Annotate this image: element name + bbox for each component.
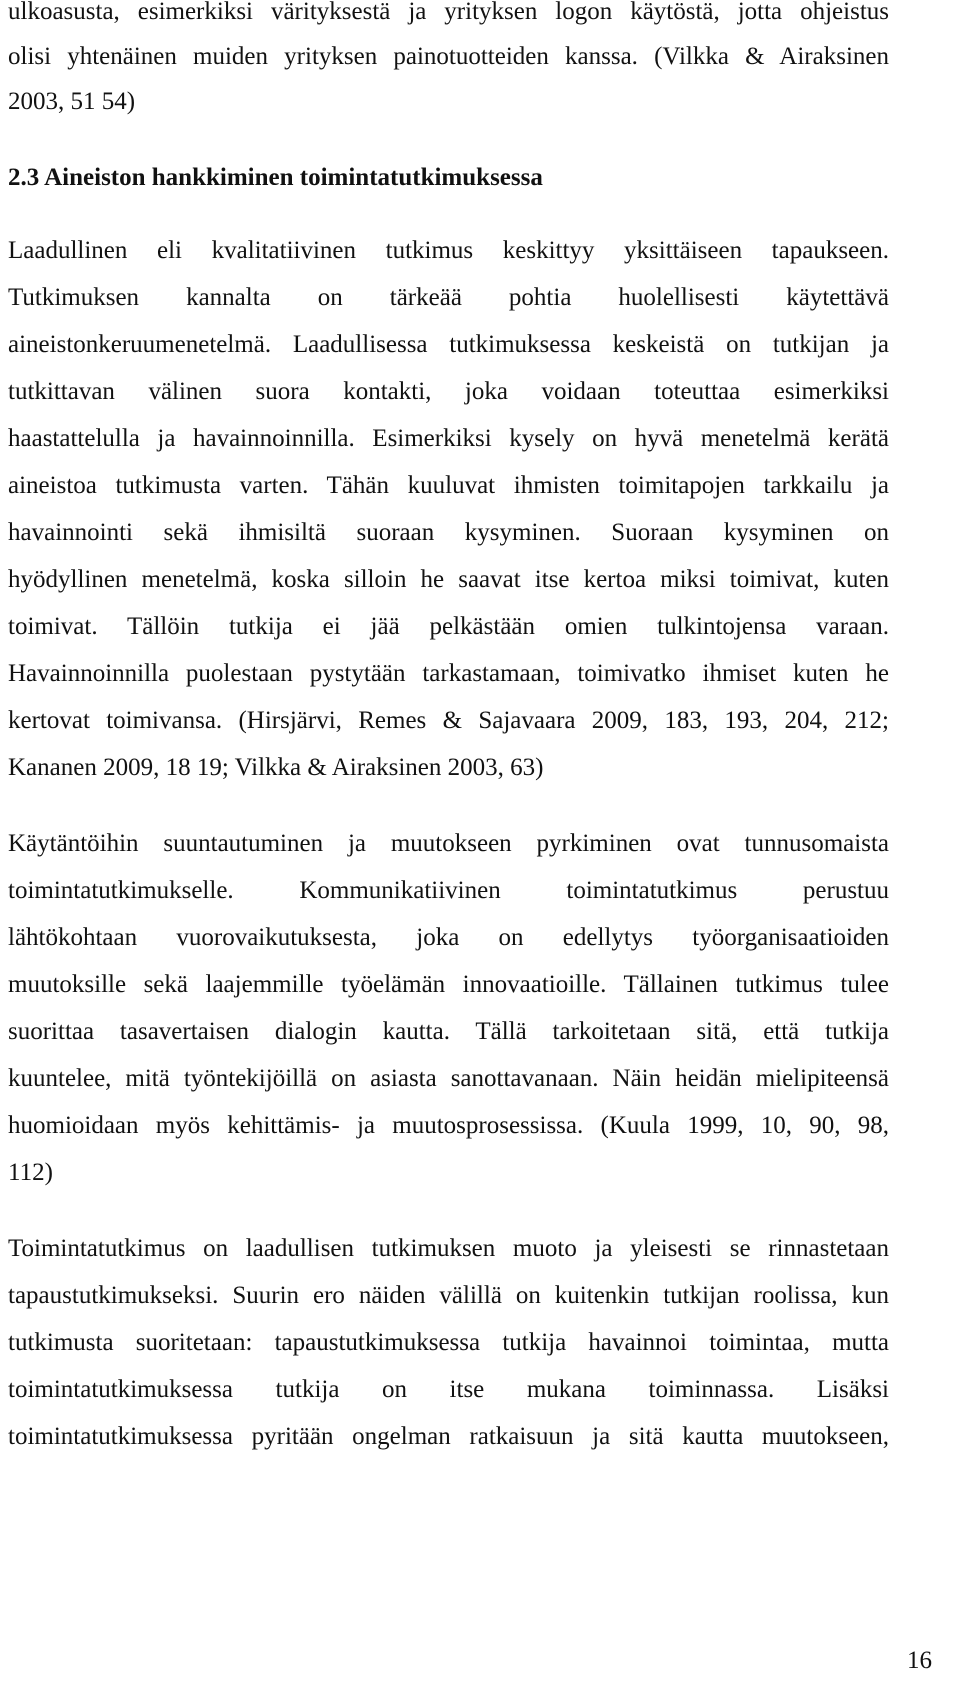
paragraph-1-line-4: tutkittavan välinen suora kontakti, joka voidaan toteuttaa esimerkiksi	[8, 378, 889, 405]
paragraph-3-line-4: toimintatutkimuksessa tutkija on itse mukana toiminnassa. Lisäksi	[8, 1376, 889, 1403]
paragraph-3-line-1: Toimintatutkimus on laadullisen tutkimuksen muoto ja yleisesti se rinnastetaan	[8, 1235, 889, 1262]
paragraph-1-line-6: aineistoa tutkimusta varten. Tähän kuuluvat ihmisten toimitapojen tarkkailu ja	[8, 472, 889, 499]
paragraph-2-line-4: muutoksille sekä laajemmille työelämän innovaatioille. Tällainen tutkimus tulee	[8, 971, 889, 998]
paragraph-3-line-3: tutkimusta suoritetaan: tapaustutkimuksessa tutkija havainnoi toimintaa, mutta	[8, 1329, 889, 1356]
paragraph-2-line-5: suorittaa tasavertaisen dialogin kautta. Tällä tarkoitetaan sitä, että tutkija	[8, 1018, 889, 1045]
continuation-line-3: 2003, 51 54)	[8, 88, 136, 115]
continuation-line-2: olisi yhtenäinen muiden yrityksen painotuotteiden kanssa. (Vilkka & Airaksinen	[8, 43, 889, 70]
paragraph-1-line-1: Laadullinen eli kvalitatiivinen tutkimus keskittyy yksittäiseen tapaukseen.	[8, 237, 889, 264]
paragraph-1-line-5: haastattelulla ja havainnoinnilla. Esimerkiksi kysely on hyvä menetelmä kerätä	[8, 425, 889, 452]
paragraph-1-line-9: toimivat. Tällöin tutkija ei jää pelkästään omien tulkintojensa varaan.	[8, 613, 889, 640]
paragraph-2-line-2: toimintatutkimukselle. Kommunikatiivinen toimintatutkimus perustuu	[8, 877, 889, 904]
paragraph-1-line-12: Kananen 2009, 18 19; Vilkka & Airaksinen 2003, 63)	[8, 754, 544, 781]
paragraph-3-line-5: toimintatutkimuksessa pyritään ongelman ratkaisuun ja sitä kautta muutokseen,	[8, 1423, 889, 1450]
page-number: 16	[907, 1647, 932, 1674]
paragraph-1-line-2: Tutkimuksen kannalta on tärkeää pohtia huolellisesti käytettävä	[8, 284, 889, 311]
paragraph-1-line-11: kertovat toimivansa. (Hirsjärvi, Remes & Sajavaara 2009, 183, 193, 204, 212;	[8, 707, 889, 734]
paragraph-2-line-6: kuuntelee, mitä työntekijöillä on asiasta sanottavanaan. Näin heidän mielipiteensä	[8, 1065, 889, 1092]
paragraph-1-line-8: hyödyllinen menetelmä, koska silloin he saavat itse kertoa miksi toimivat, kuten	[8, 566, 889, 593]
paragraph-2-line-3: lähtökohtaan vuorovaikutuksesta, joka on edellytys työorganisaatioiden	[8, 924, 889, 951]
paragraph-1-line-7: havainnointi sekä ihmisiltä suoraan kysyminen. Suoraan kysyminen on	[8, 519, 889, 546]
section-heading: 2.3 Aineiston hankkiminen toimintatutkimuksessa	[8, 164, 543, 191]
paragraph-2-line-7: huomioidaan myös kehittämis- ja muutosprosessissa. (Kuula 1999, 10, 90, 98,	[8, 1112, 889, 1139]
paragraph-2-line-8: 112)	[8, 1159, 53, 1186]
paragraph-3-line-2: tapaustutkimukseksi. Suurin ero näiden välillä on kuitenkin tutkijan roolissa, kun	[8, 1282, 889, 1309]
continuation-line-1: ulkoasusta, esimerkiksi värityksestä ja yrityksen logon käytöstä, jotta ohjeistus	[8, 0, 889, 25]
paragraph-2-line-1: Käytäntöihin suuntautuminen ja muutokseen pyrkiminen ovat tunnusomaista	[8, 830, 889, 857]
paragraph-1-line-10: Havainnoinnilla puolestaan pystytään tarkastamaan, toimivatko ihmiset kuten he	[8, 660, 889, 687]
paragraph-1-line-3: aineistonkeruumenetelmä. Laadullisessa tutkimuksessa keskeistä on tutkijan ja	[8, 331, 889, 358]
